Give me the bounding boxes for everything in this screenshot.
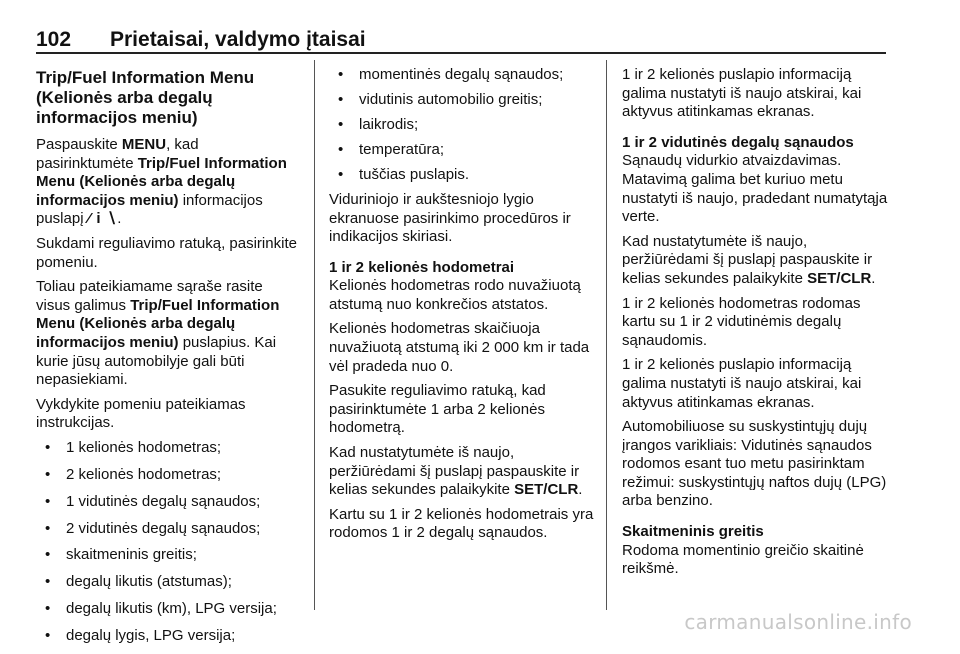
paragraph-display-levels: Viduriniojo ir aukštesniojo lygio ekranuose pasirinkimo procedūros ir indikacijos skiriasi.: [329, 190, 571, 246]
paragraph-odometer-counts: Kelionės hodometras skaičiuoja nuvažiuotą atstumą iki 2 000 km ir tada vėl pradeda nuo 0.: [329, 320, 590, 375]
paragraph-reset-separately: 1 ir 2 kelionės puslapio informaciją galima nustatyti iš naujo atskirai, kai aktyvus atitinkamas ekranas.: [622, 66, 862, 121]
page-number: 102: [36, 28, 72, 51]
list-item: • 2 vidutinės degalų sąnaudos;: [36, 520, 298, 539]
list-item: • 1 kelionės hodometras;: [36, 439, 298, 458]
column-2: [329, 66, 595, 549]
column-1: [36, 66, 298, 654]
page-title: Prietaisai, valdymo įtaisai: [110, 28, 366, 51]
list-item: • 2 kelionės hodometras;: [36, 466, 298, 485]
menu-pages-list: [36, 439, 298, 646]
paragraph-reset-average: Kad nustatytumėte iš naujo, peržiūrėdami šį puslapį paspauskite ir kelias sekundes palaikykite SET/CLR.: [622, 232, 876, 287]
column-3: [622, 66, 892, 585]
paragraph-odometer-shows: Kelionės hodometras rodo nuvažiuotą atstumą nuo konkrečios atstatos.: [329, 277, 581, 313]
info-page-icon: ⁄ i ∖: [87, 210, 118, 228]
list-item: • degalų likutis (km), LPG versija;: [36, 600, 298, 619]
list-item: • laikrodis;: [329, 116, 595, 135]
paragraph-odometer-consumption: Kartu su 1 ir 2 kelionės hodometrais yra rodomos 1 ir 2 degalų sąnaudos.: [329, 505, 594, 542]
subheading-digital-speed: Skaitmeninis greitis: [622, 523, 764, 541]
list-item: • degalų lygis, LPG versija;: [36, 627, 298, 646]
list-item: • tuščias puslapis.: [329, 166, 595, 185]
paragraph-reset-odometer: Kad nustatytumėte iš naujo, peržiūrėdami šį puslapį paspauskite ir kelias sekundes palaikykite SET/CLR.: [329, 444, 583, 499]
header-rule: [36, 52, 886, 54]
set-clr-button-ref: SET/CLR: [514, 481, 579, 499]
set-clr-button-ref: SET/CLR: [807, 269, 872, 287]
paragraph-odometer-with-average: 1 ir 2 kelionės hodometras rodomas kartu su 1 ir 2 vidutinėmis degalų sąnaudomis.: [622, 294, 861, 349]
list-item: • degalų likutis (atstumas);: [36, 573, 298, 592]
list-item: • vidutinis automobilio greitis;: [329, 91, 595, 110]
list-item: • skaitmeninis greitis;: [36, 546, 298, 565]
paragraph-average-display: Sąnaudų vidurkio atvaizdavimas. Matavimą galima bet kuriuo metu nustatyti iš naujo, pradedant numatytąja verte.: [622, 152, 888, 226]
column-divider: [314, 60, 315, 610]
paragraph-rotate-knob: Sukdami reguliavimo ratuką, pasirinkite pomeniu.: [36, 234, 297, 271]
section-heading: Trip/Fuel Information Menu (Kelionės arba degalų informacijos meniu): [36, 68, 255, 127]
paragraph-menu-select: Paspauskite MENU, kad pasirinktumėte Trip/Fuel Information Menu (Kelionės arba degalų informacijos meniu) informacijos puslapį ⁄ i ∖.: [36, 136, 287, 228]
page-header: [36, 28, 886, 60]
menu-pages-list-continued: [329, 66, 595, 185]
paragraph-list-intro: Toliau pateikiamame sąraše rasite visus galimus Trip/Fuel Information Menu (Kelionės arba degalų informacijos meniu) puslapius. Kai kurie jūsų automobilyje gali būti nepasiekiami.: [36, 278, 280, 389]
paragraph-lpg-vehicles: Automobiliuose su suskystintųjų dujų įrangos varikliais: Vidutinės sąnaudos rodomos esant tuo metu pasirinktam režimui: suskystintųjų naftos dujų (LPG) arba benzino.: [622, 418, 887, 510]
subheading-average-consumption: 1 ir 2 vidutinės degalų sąnaudos: [622, 133, 854, 151]
paragraph-select-odometer: Pasukite reguliavimo ratuką, kad pasirinktumėte 1 arba 2 kelionės hodometrą.: [329, 382, 546, 437]
list-item: • 1 vidutinės degalų sąnaudos;: [36, 493, 298, 512]
list-item: • temperatūra;: [329, 141, 595, 160]
list-item: • momentinės degalų sąnaudos;: [329, 66, 595, 85]
subheading-trip-odometers: 1 ir 2 kelionės hodometrai: [329, 258, 515, 276]
trip-fuel-menu-ref: Trip/Fuel Information Menu (Kelionės arba degalų informacijos meniu): [36, 296, 280, 351]
trip-fuel-menu-ref: Trip/Fuel Information Menu (Kelionės arba degalų informacijos meniu): [36, 154, 287, 209]
paragraph-digital-speed: Rodoma momentinio greičio skaitinė reikšmė.: [622, 541, 864, 578]
column-divider: [606, 60, 607, 610]
menu-button-ref: MENU: [121, 136, 167, 153]
paragraph-follow-instructions: Vykdykite pomeniu pateikiamas instrukcijas.: [36, 395, 246, 432]
paragraph-reset-separately-2: 1 ir 2 kelionės puslapio informaciją galima nustatyti iš naujo atskirai, kai aktyvus atitinkamas ekranas.: [622, 356, 862, 411]
watermark: carmanualsonline.info: [684, 610, 912, 634]
